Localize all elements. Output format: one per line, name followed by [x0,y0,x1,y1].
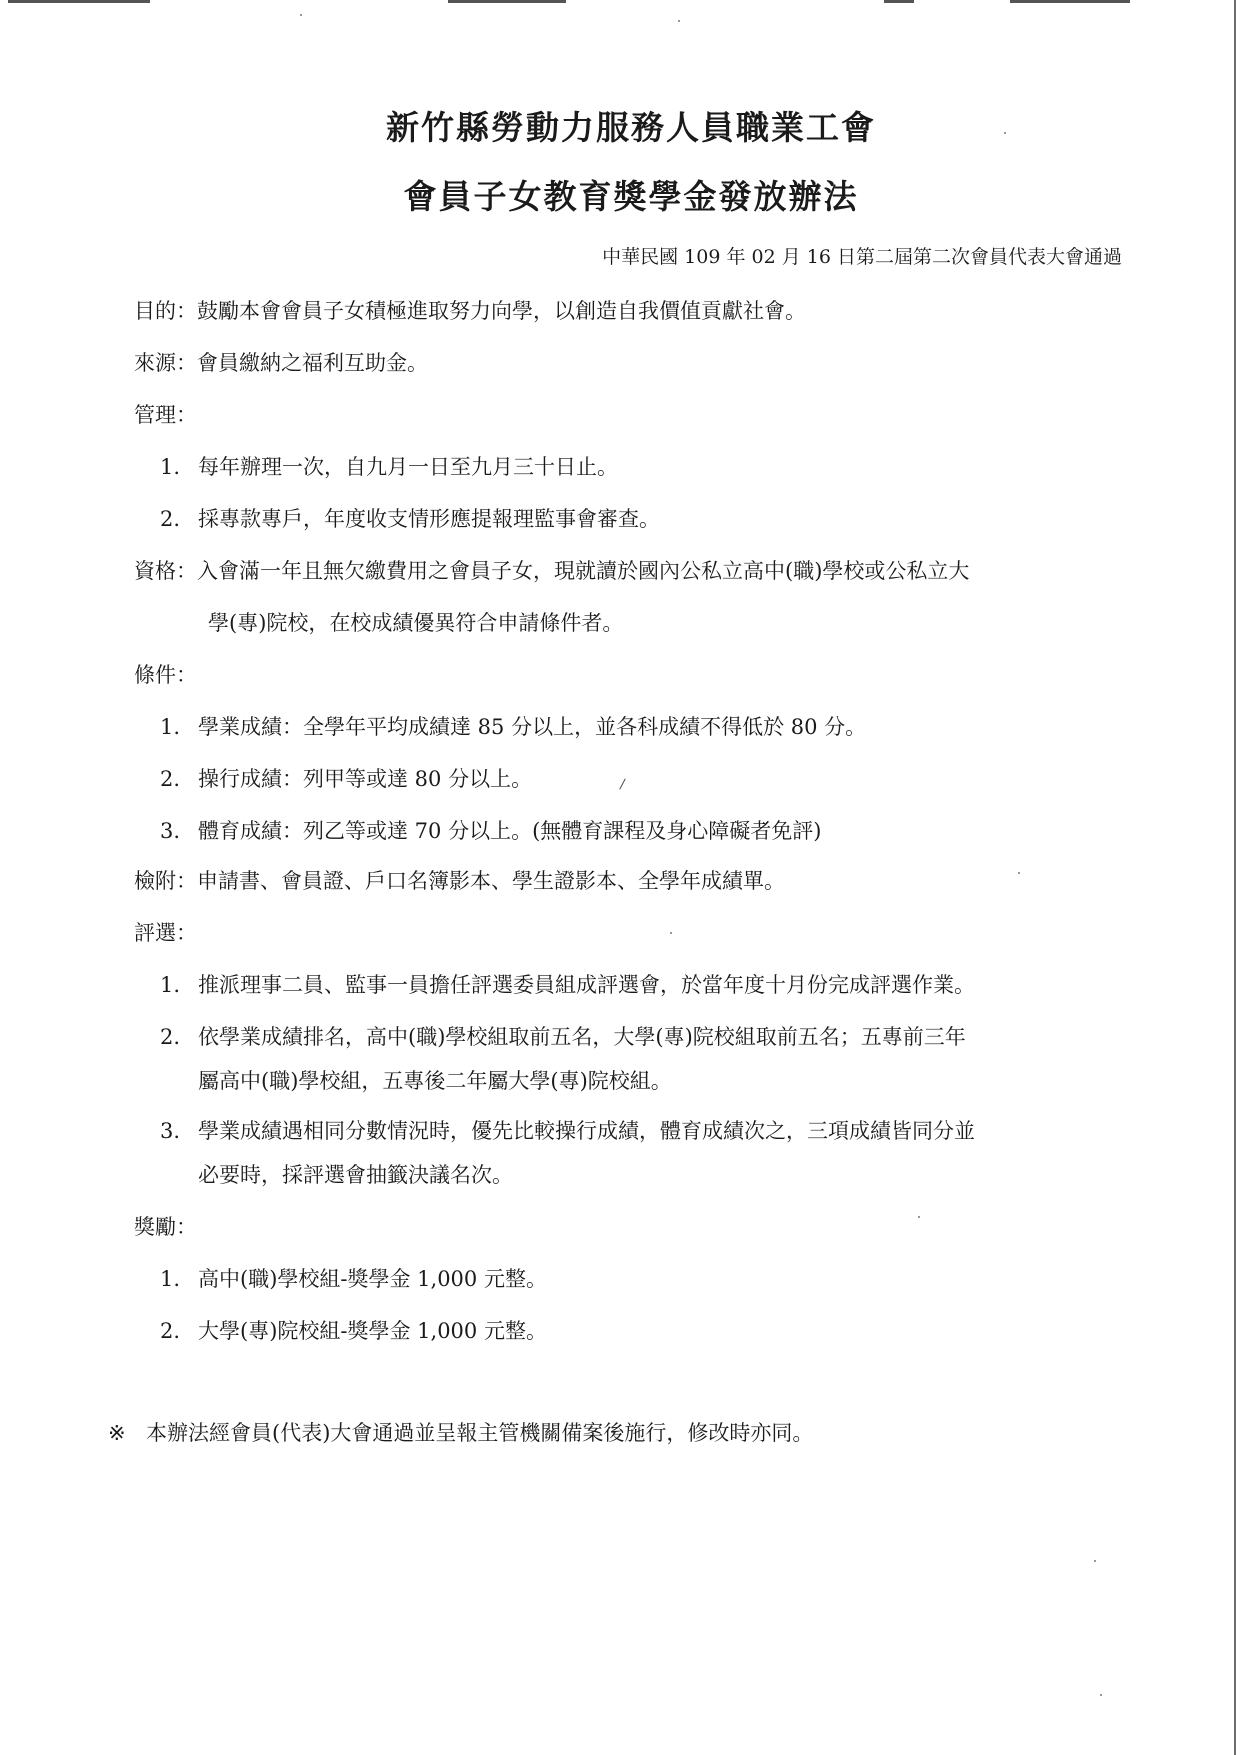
item-number: 1. [160,1267,181,1291]
document-title: 新竹縣勞動力服務人員職業工會 [386,108,876,147]
item-number: 3. [160,1119,181,1143]
scan-speck [918,1216,920,1218]
scan-top-mark [1010,0,1130,3]
conditions-item [160,816,821,846]
scan-edge-line [1234,0,1236,1755]
purpose-line: 目的：鼓勵本會會員子女積極進取努力向學，以創造自我價值貢獻社會。 [134,299,806,323]
scan-speck [678,20,680,22]
rewards-item [160,1316,547,1346]
item-number: 1. [160,455,181,479]
selection-item [160,1116,975,1146]
item-number: 2. [160,1025,181,1049]
management-item [160,504,660,534]
item-number: 3. [160,819,181,843]
scan-pen-mark [619,778,626,789]
selection-item-continuation: 必要時，採評選會抽籤決議名次。 [198,1163,513,1187]
scan-top-mark [448,0,566,3]
approval-date-line: 中華民國 109 年 02 月 16 日第二屆第二次會員代表大會通過 [602,246,1122,268]
conditions-item [160,764,532,794]
selection-label: 評選： [134,921,197,945]
conditions-label: 條件： [134,663,197,687]
selection-item-continuation: 屬高中(職)學校組，五專後二年屬大學(專)院校組。 [198,1069,672,1093]
qualification-continuation: 學(專)院校，在校成績優異符合申請條件者。 [208,611,624,635]
selection-item [160,1022,966,1052]
rewards-item [160,1264,547,1294]
scan-top-mark [884,0,914,3]
item-text: 體育成績：列乙等或達 70 分以上。(無體育課程及身心障礙者免評) [198,819,822,843]
footnote-text: 本辦法經會員(代表)大會通過並呈報主管機關備案後施行，修改時亦同。 [146,1421,814,1445]
scan-speck [1004,132,1006,134]
management-label: 管理： [134,403,197,427]
item-text: 採專款專戶，年度收支情形應提報理監事會審查。 [198,507,660,531]
item-text: 學業成績：全學年平均成績達 85 分以上，並各科成績不得低於 80 分。 [198,715,867,739]
document-subtitle: 會員子女教育獎學金發放辦法 [403,177,859,216]
attachments-line: 檢附：申請書、會員證、戶口名簿影本、學生證影本、全學年成績單。 [134,869,785,893]
item-number: 2. [160,1319,181,1343]
rewards-label: 獎勵： [134,1215,197,1239]
management-item [160,452,618,482]
item-text: 學業成績遇相同分數情況時，優先比較操行成績，體育成績次之，三項成績皆同分並 [198,1119,975,1143]
item-text: 大學(專)院校組-獎學金 1,000 元整。 [198,1319,547,1343]
item-text: 依學業成績排名，高中(職)學校組取前五名，大學(專)院校組取前五名；五專前三年 [198,1025,966,1049]
item-text: 操行成績：列甲等或達 80 分以上。 [198,767,533,791]
item-number: 1. [160,715,181,739]
item-number: 2. [160,767,181,791]
source-line: 來源：會員繳納之福利互助金。 [134,351,428,375]
scan-speck [300,14,302,16]
scan-speck [1094,1560,1096,1562]
footnote [108,1418,813,1448]
scan-speck [670,932,672,934]
item-number: 1. [160,973,181,997]
item-text: 推派理事二員、監事一員擔任評選委員組成評選會，於當年度十月份完成評選作業。 [198,973,975,997]
qualification-line: 資格：入會滿一年且無欠繳費用之會員子女，現就讀於國內公私立高中(職)學校或公私立大 [134,559,970,583]
selection-item [160,970,975,1000]
conditions-item [160,712,866,742]
item-text: 每年辦理一次，自九月一日至九月三十日止。 [198,455,618,479]
scan-speck [1018,872,1020,874]
item-number: 2. [160,507,181,531]
scan-top-mark [8,0,150,3]
scan-speck [1100,1694,1102,1696]
item-text: 高中(職)學校組-獎學金 1,000 元整。 [198,1267,547,1291]
reference-mark-icon: ※ [108,1421,126,1445]
